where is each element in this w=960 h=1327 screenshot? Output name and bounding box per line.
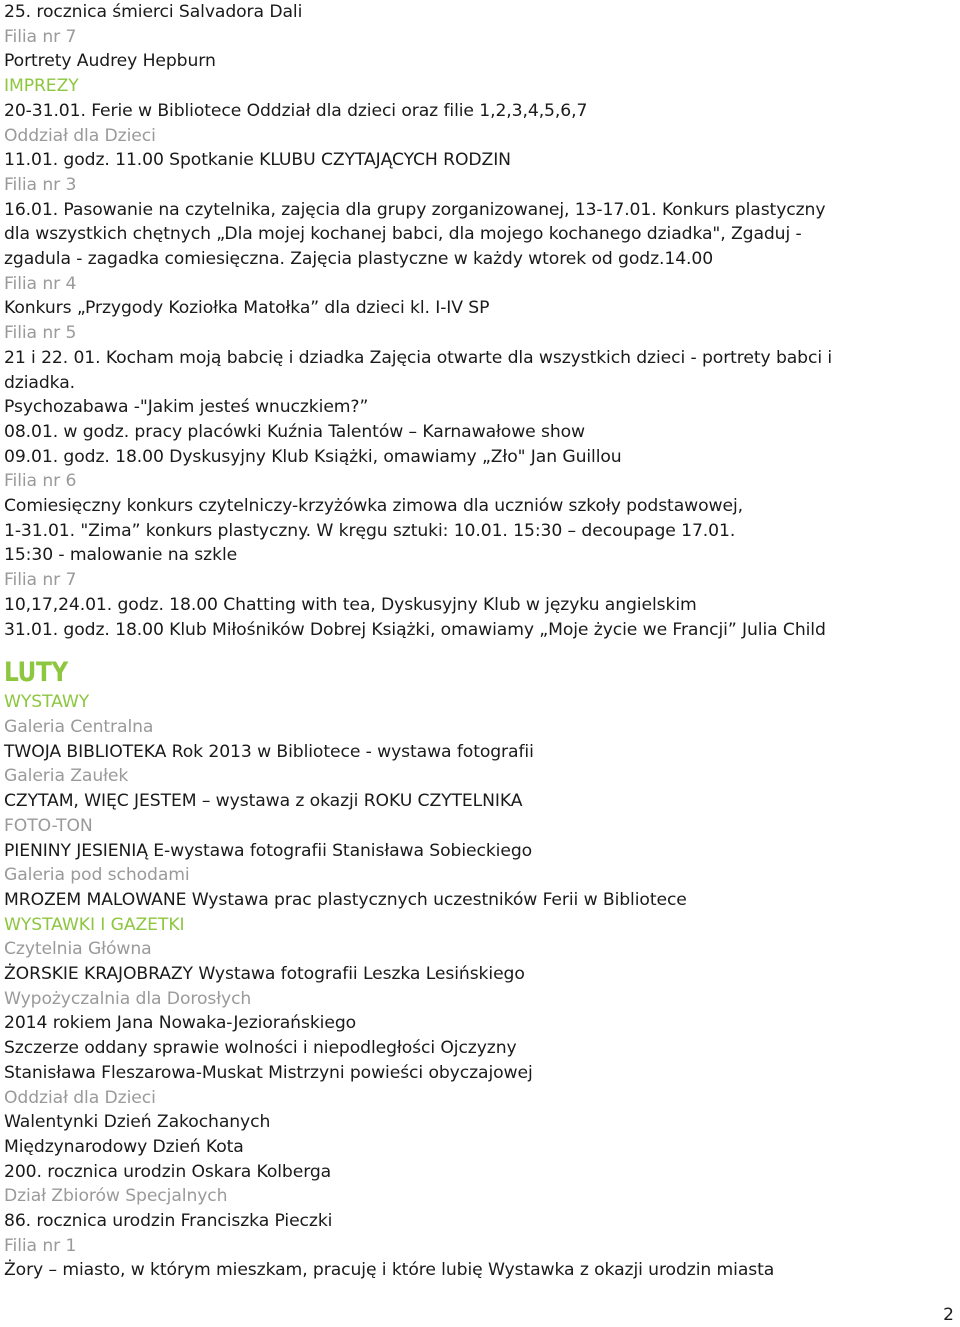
event-line: 20-31.01. Ferie w Bibliotece Oddział dla dzieci oraz filie 1,2,3,4,5,6,7 xyxy=(4,100,588,121)
location-label: Filia nr 7 xyxy=(4,570,77,591)
location-label: Filia nr 4 xyxy=(4,273,77,294)
event-line: 2014 rokiem Jana Nowaka-Jeziorańskiego xyxy=(4,1013,357,1034)
section-heading: WYSTAWY xyxy=(4,692,90,713)
event-line: 21 i 22. 01. Kocham moją babcię i dziadka Zajęcia otwarte dla wszystkich dzieci - portrety babci i xyxy=(4,347,833,368)
location-label: FOTO-TON xyxy=(4,815,93,836)
event-line: dziadka. xyxy=(4,372,75,393)
event-line: TWOJA BIBLIOTEKA Rok 2013 w Bibliotece - wystawa fotografii xyxy=(4,741,534,762)
event-line: Stanisława Fleszarowa-Muskat Mistrzyni powieści obyczajowej xyxy=(4,1062,533,1083)
event-line: zgadula - zagadka comiesięczna. Zajęcia plastyczne w każdy wtorek od godz.14.00 xyxy=(4,249,714,270)
event-line: CZYTAM, WIĘC JESTEM – wystawa z okazji ROKU CZYTELNIKA xyxy=(4,791,523,812)
event-line: 15:30 - malowanie na szkle xyxy=(4,545,238,566)
location-label: Czytelnia Główna xyxy=(4,939,152,960)
location-label: Galeria Zaułek xyxy=(4,766,129,787)
event-line: 16.01. Pasowanie na czytelnika, zajęcia dla grupy zorganizowanej, 13-17.01. Konkurs plastyczny xyxy=(4,199,826,220)
section-heading: IMPREZY xyxy=(4,76,79,97)
location-label: Filia nr 1 xyxy=(4,1235,77,1256)
event-line: Comiesięczny konkurs czytelniczy-krzyżówka zimowa dla uczniów szkoły podstawowej, xyxy=(4,496,743,517)
event-line: Międzynarodowy Dzień Kota xyxy=(4,1136,244,1157)
event-line: dla wszystkich chętnych „Dla mojej kochanej babci, dla mojego kochanego dziadka", Zgaduj - xyxy=(4,224,802,245)
location-label: Oddział dla Dzieci xyxy=(4,125,156,146)
location-label: Galeria Centralna xyxy=(4,716,154,737)
event-line: 09.01. godz. 18.00 Dyskusyjny Klub Książki, omawiamy „Zło" Jan Guillou xyxy=(4,446,622,467)
event-line: Walentynki Dzień Zakochanych xyxy=(4,1112,271,1133)
event-line: 31.01. godz. 18.00 Klub Miłośników Dobrej Książki, omawiamy „Moje życie we Francji” Julia Child xyxy=(4,619,826,640)
location-label: Dział Zbiorów Specjalnych xyxy=(4,1186,228,1207)
event-line: Portrety Audrey Hepburn xyxy=(4,51,216,72)
location-label: Wypożyczalnia dla Dorosłych xyxy=(4,988,252,1009)
event-line: 200. rocznica urodzin Oskara Kolberga xyxy=(4,1161,332,1182)
location-label: Oddział dla Dzieci xyxy=(4,1087,156,1108)
event-line: PIENINY JESIENIĄ E-wystawa fotografii Stanisława Sobieckiego xyxy=(4,840,533,861)
event-line: Szczerze oddany sprawie wolności i niepodległości Ojczyzny xyxy=(4,1038,517,1059)
month-heading: LUTY xyxy=(4,657,68,689)
page-number: 2 xyxy=(943,1305,954,1325)
location-label: Filia nr 7 xyxy=(4,26,77,47)
event-line: 1-31.01. "Zima” konkurs plastyczny. W kręgu sztuki: 10.01. 15:30 – decoupage 17.01. xyxy=(4,520,736,541)
document-body xyxy=(4,0,952,1283)
location-label: Filia nr 6 xyxy=(4,471,77,492)
event-line: ŻORSKIE KRAJOBRAZY Wystawa fotografii Leszka Lesińskiego xyxy=(4,964,525,985)
location-label: Galeria pod schodami xyxy=(4,865,190,886)
location-label: Filia nr 5 xyxy=(4,323,77,344)
event-line: Żory – miasto, w którym mieszkam, pracuję i które lubię Wystawka z okazji urodzin miasta xyxy=(4,1260,775,1281)
event-line: 08.01. w godz. pracy placówki Kuźnia Talentów – Karnawałowe show xyxy=(4,421,586,442)
location-label: Filia nr 3 xyxy=(4,174,77,195)
event-line: 86. rocznica urodzin Franciszka Pieczki xyxy=(4,1211,333,1232)
event-line: 25. rocznica śmierci Salvadora Dali xyxy=(4,2,303,22)
event-line: 10,17,24.01. godz. 18.00 Chatting with tea, Dyskusyjny Klub w języku angielskim xyxy=(4,594,697,615)
event-line: Psychozabawa -"Jakim jesteś wnuczkiem?” xyxy=(4,397,369,418)
event-line: Konkurs „Przygody Koziołka Matołka” dla dzieci kl. I-IV SP xyxy=(4,298,490,319)
event-line: 11.01. godz. 11.00 Spotkanie KLUBU CZYTAJĄCYCH RODZIN xyxy=(4,150,511,171)
section-heading: WYSTAWKI I GAZETKI xyxy=(4,914,185,935)
event-line: MROZEM MALOWANE Wystawa prac plastycznych uczestników Ferii w Bibliotece xyxy=(4,889,687,910)
